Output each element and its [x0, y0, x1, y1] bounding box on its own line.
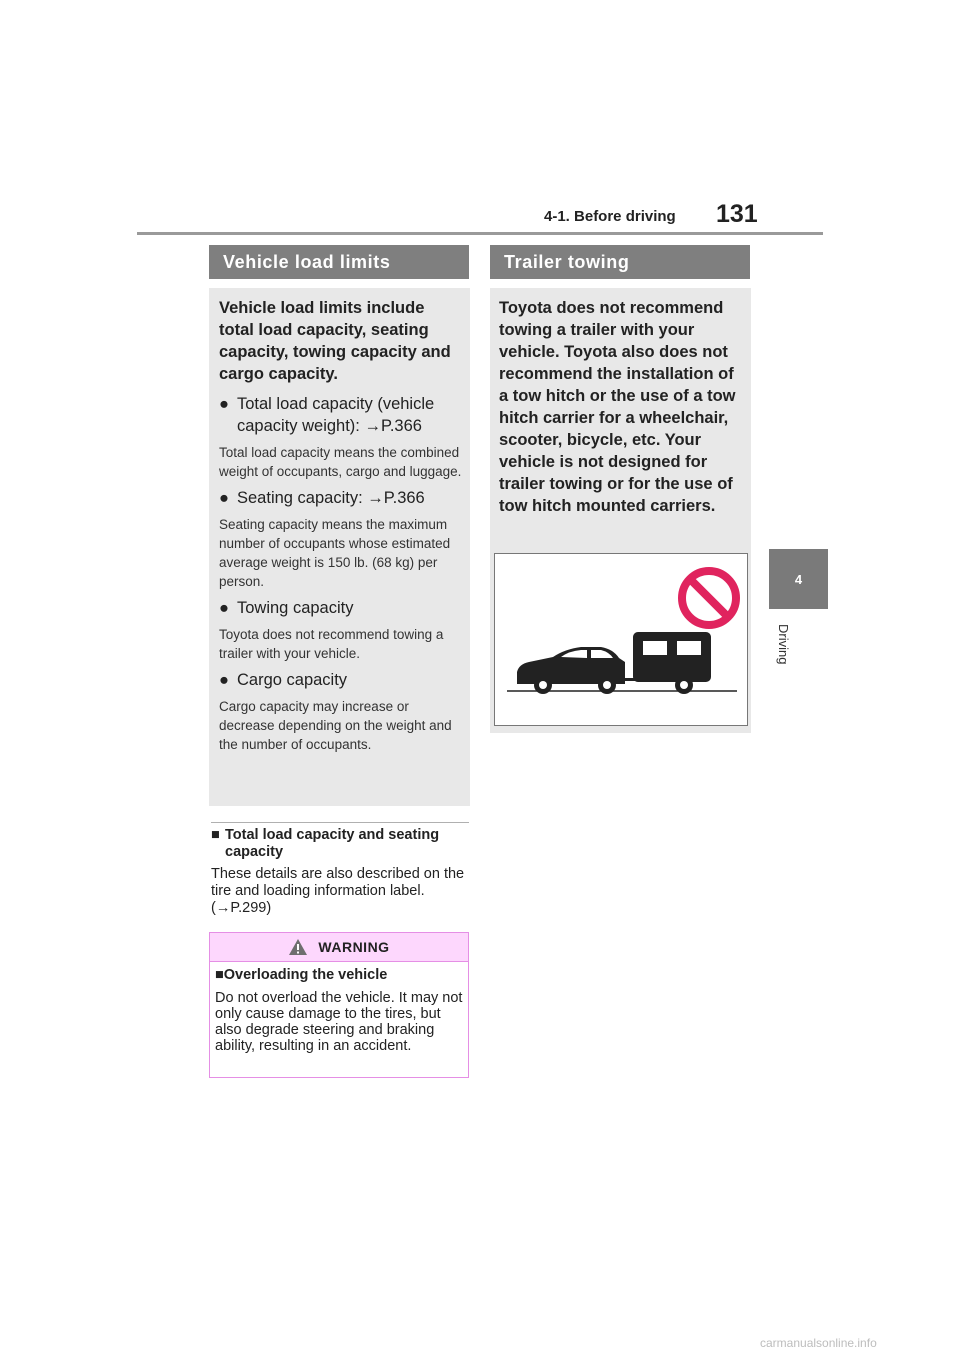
bullet-icon: ●: [219, 599, 229, 617]
trailer-heading: Trailer towing: [490, 245, 750, 279]
list-item: ● Towing capacity: [219, 599, 354, 617]
item-description: Seating capacity means the maximum number of occupants whose estimated average weight is 150 lb. (68 kg) per person.: [219, 517, 451, 589]
warning-header: [210, 933, 468, 962]
bullet-icon: ●: [219, 395, 229, 413]
chapter-number: 4: [794, 571, 803, 587]
page-number: 131: [716, 200, 758, 228]
square-bullet-icon: ■: [215, 967, 224, 983]
warning-box: [209, 932, 469, 1078]
total-load-body: These details are also described on the tire and loading information label. (→P.299): [211, 866, 465, 916]
chapter-label: Driving: [776, 624, 791, 665]
list-item: ● Total load capacity (vehicle capacity weight): →P.366: [219, 395, 435, 435]
item-description: Total load capacity means the combined weight of occupants, cargo and luggage.: [219, 445, 462, 479]
total-load-heading: ■ Total load capacity and seating capacity: [211, 827, 440, 860]
square-bullet-icon: ■: [211, 827, 220, 843]
trailer-illustration: [494, 553, 748, 726]
prohibition-icon: [682, 571, 736, 625]
warning-triangle-icon: [288, 938, 308, 956]
item-description: Toyota does not recommend towing a trailer with your vehicle.: [219, 627, 444, 661]
watermark: carmanualsonline.info: [760, 1336, 877, 1350]
bullet-icon: ●: [219, 489, 229, 507]
chapter-tab[interactable]: [769, 549, 828, 609]
warning-text: Do not overload the vehicle. It may not only cause damage to the tires, but also degrade steering and braking ability, resulting in an accident.: [215, 990, 463, 1054]
vehicle-load-lead: Vehicle load limits include total load capacity, seating capacity, towing capacity and cargo capacity.: [219, 299, 451, 383]
divider: [211, 822, 469, 823]
header-rule: [137, 232, 823, 235]
item-description: Cargo capacity may increase or decrease depending on the weight and the number of occupants.: [219, 699, 452, 752]
vehicle-load-heading: Vehicle load limits: [209, 245, 469, 279]
bullet-icon: ●: [219, 671, 229, 689]
warning-title: ■Overloading the vehicle: [215, 967, 388, 983]
warning-label: WARNING: [318, 939, 390, 955]
list-item: ● Seating capacity: →P.366: [219, 489, 425, 507]
section-title: 4-1. Before driving: [544, 208, 676, 225]
trailer-lead: Toyota does not recommend towing a trailer with your vehicle. Toyota also does not recommend the installation of a tow hitch or the use of a tow hitch carrier for a wheelchair, scooter, bicycle, etc. Your vehicle is not designed for trailer towing or for the use of tow hitch mounted carriers.: [499, 299, 736, 515]
car-towing-trailer-icon: [495, 554, 747, 725]
list-item: ● Cargo capacity: [219, 671, 348, 689]
vehicle-load-box: [209, 288, 470, 806]
